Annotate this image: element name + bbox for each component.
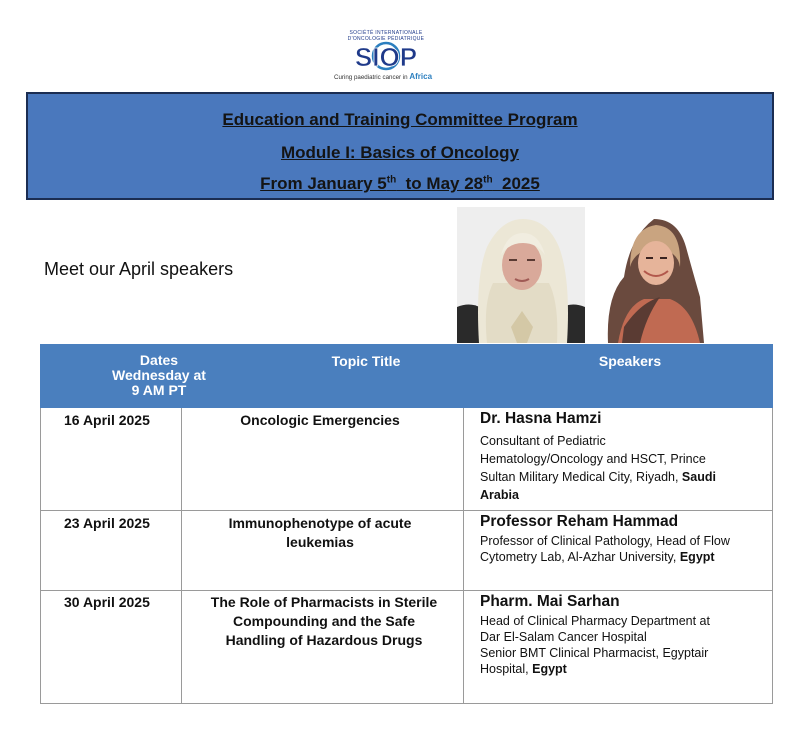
row-2-speaker-desc: [480, 533, 772, 565]
row-3-speaker-name: Pharm. Mai Sarhan: [480, 593, 620, 610]
row-1-country-part-1: Saudi: [681, 470, 716, 484]
header-speakers: Speakers: [598, 353, 662, 369]
dates-sup-2: th: [483, 174, 493, 186]
row-1-speaker: [480, 410, 770, 504]
dates-mid: to May 28: [396, 174, 484, 193]
header-dates: [88, 353, 230, 398]
row-2-topic-line-1: Immunophenotype of acute: [228, 515, 412, 531]
row-3-topic-line-1: The Role of Pharmacists in Sterile: [210, 594, 438, 610]
row-2-date: 23 April 2025: [64, 515, 150, 531]
program-title: Education and Training Committee Program: [222, 110, 578, 129]
row-2-desc-line-1: Professor of Clinical Pathology, Head of Flow: [480, 534, 730, 548]
header-topic: Topic Title: [331, 353, 401, 369]
row-2-desc-line-2: [480, 549, 772, 565]
table-divider-2: [463, 408, 464, 704]
dates-year: 2025: [492, 174, 540, 193]
row-2-country: Egypt: [679, 550, 715, 564]
row-3-desc-line-1: Head of Clinical Pharmacy Department at: [480, 614, 710, 628]
row-1-desc-line-3-text: Sultan Military Medical City, Riyadh,: [480, 470, 682, 484]
program-banner: [26, 92, 774, 200]
speaker-photo-hasna-hamzi: [457, 207, 585, 343]
row-3-date: 30 April 2025: [64, 594, 150, 610]
meet-speakers-heading: Meet our April speakers: [44, 259, 234, 279]
row-2-speaker-name: Professor Reham Hammad: [480, 513, 679, 530]
speakers-table: [40, 344, 773, 704]
logo-tagline: [334, 72, 442, 81]
row-3-speaker: [480, 593, 770, 677]
row-1-speaker-desc: [480, 432, 770, 504]
row-divider-1: [40, 510, 773, 511]
row-3-desc-line-4: [480, 661, 770, 677]
row-2-speaker: [480, 513, 772, 565]
row-3-desc-line-3: Senior BMT Clinical Pharmacist, Egyptair: [480, 646, 709, 660]
row-1-desc-line-2: Hematology/Oncology and HSCT, Prince: [480, 452, 706, 466]
row-2-desc-line-2-text: Cytometry Lab, Al-Azhar University,: [480, 550, 680, 564]
table-divider-1: [181, 408, 182, 704]
logo-line-2: D'ONCOLOGIE PÉDIATRIQUE: [347, 36, 425, 42]
row-1-topic: Oncologic Emergencies: [240, 412, 400, 428]
dates-sup-1: th: [386, 174, 397, 186]
table-header: [40, 344, 773, 408]
logo-line-1: SOCIÉTÉ INTERNATIONALE: [349, 30, 423, 36]
row-1-date: 16 April 2025: [64, 412, 150, 428]
row-3-desc-line-2: Dar El-Salam Cancer Hospital: [480, 630, 647, 644]
table-border-left: [40, 408, 41, 704]
header-dates-line-3: 9 AM PT: [131, 382, 187, 398]
siop-logo-mark: [342, 41, 430, 71]
row-2-topic-line-2: leukemias: [286, 534, 354, 550]
speaker-photo-reham-hammad: [600, 207, 710, 343]
dates-start: From January 5: [260, 174, 387, 193]
row-1-country-part-2: Arabia: [480, 488, 519, 502]
siop-africa-logo: [330, 28, 442, 84]
logo-mark-text: SIOP: [354, 42, 418, 71]
row-divider-2: [40, 590, 773, 591]
row-3-topic-line-3: Handling of Hazardous Drugs: [225, 632, 423, 648]
row-3-topic-line-2: Compounding and the Safe: [233, 613, 415, 629]
row-3-topic: [188, 593, 460, 650]
row-1-desc-line-1: Consultant of Pediatric: [480, 434, 606, 448]
program-dates: [28, 174, 772, 194]
table-border-right: [772, 408, 773, 704]
header-dates-line-1: Dates: [139, 352, 179, 368]
row-3-speaker-desc: [480, 613, 770, 677]
table-border-bottom: [40, 703, 773, 704]
row-2-topic: [190, 514, 450, 552]
row-3-desc-line-4-text: Hospital,: [480, 662, 533, 676]
logo-tagline-text: Curing paediatric cancer in: [334, 74, 408, 81]
module-title: Module I: Basics of Oncology: [280, 143, 520, 162]
header-dates-line-2: Wednesday at: [112, 367, 206, 383]
row-3-country: Egypt: [532, 662, 567, 676]
row-1-speaker-name: Dr. Hasna Hamzi: [480, 410, 602, 427]
row-1-desc-line-3: [480, 468, 770, 486]
logo-tagline-region: Africa: [409, 72, 433, 81]
